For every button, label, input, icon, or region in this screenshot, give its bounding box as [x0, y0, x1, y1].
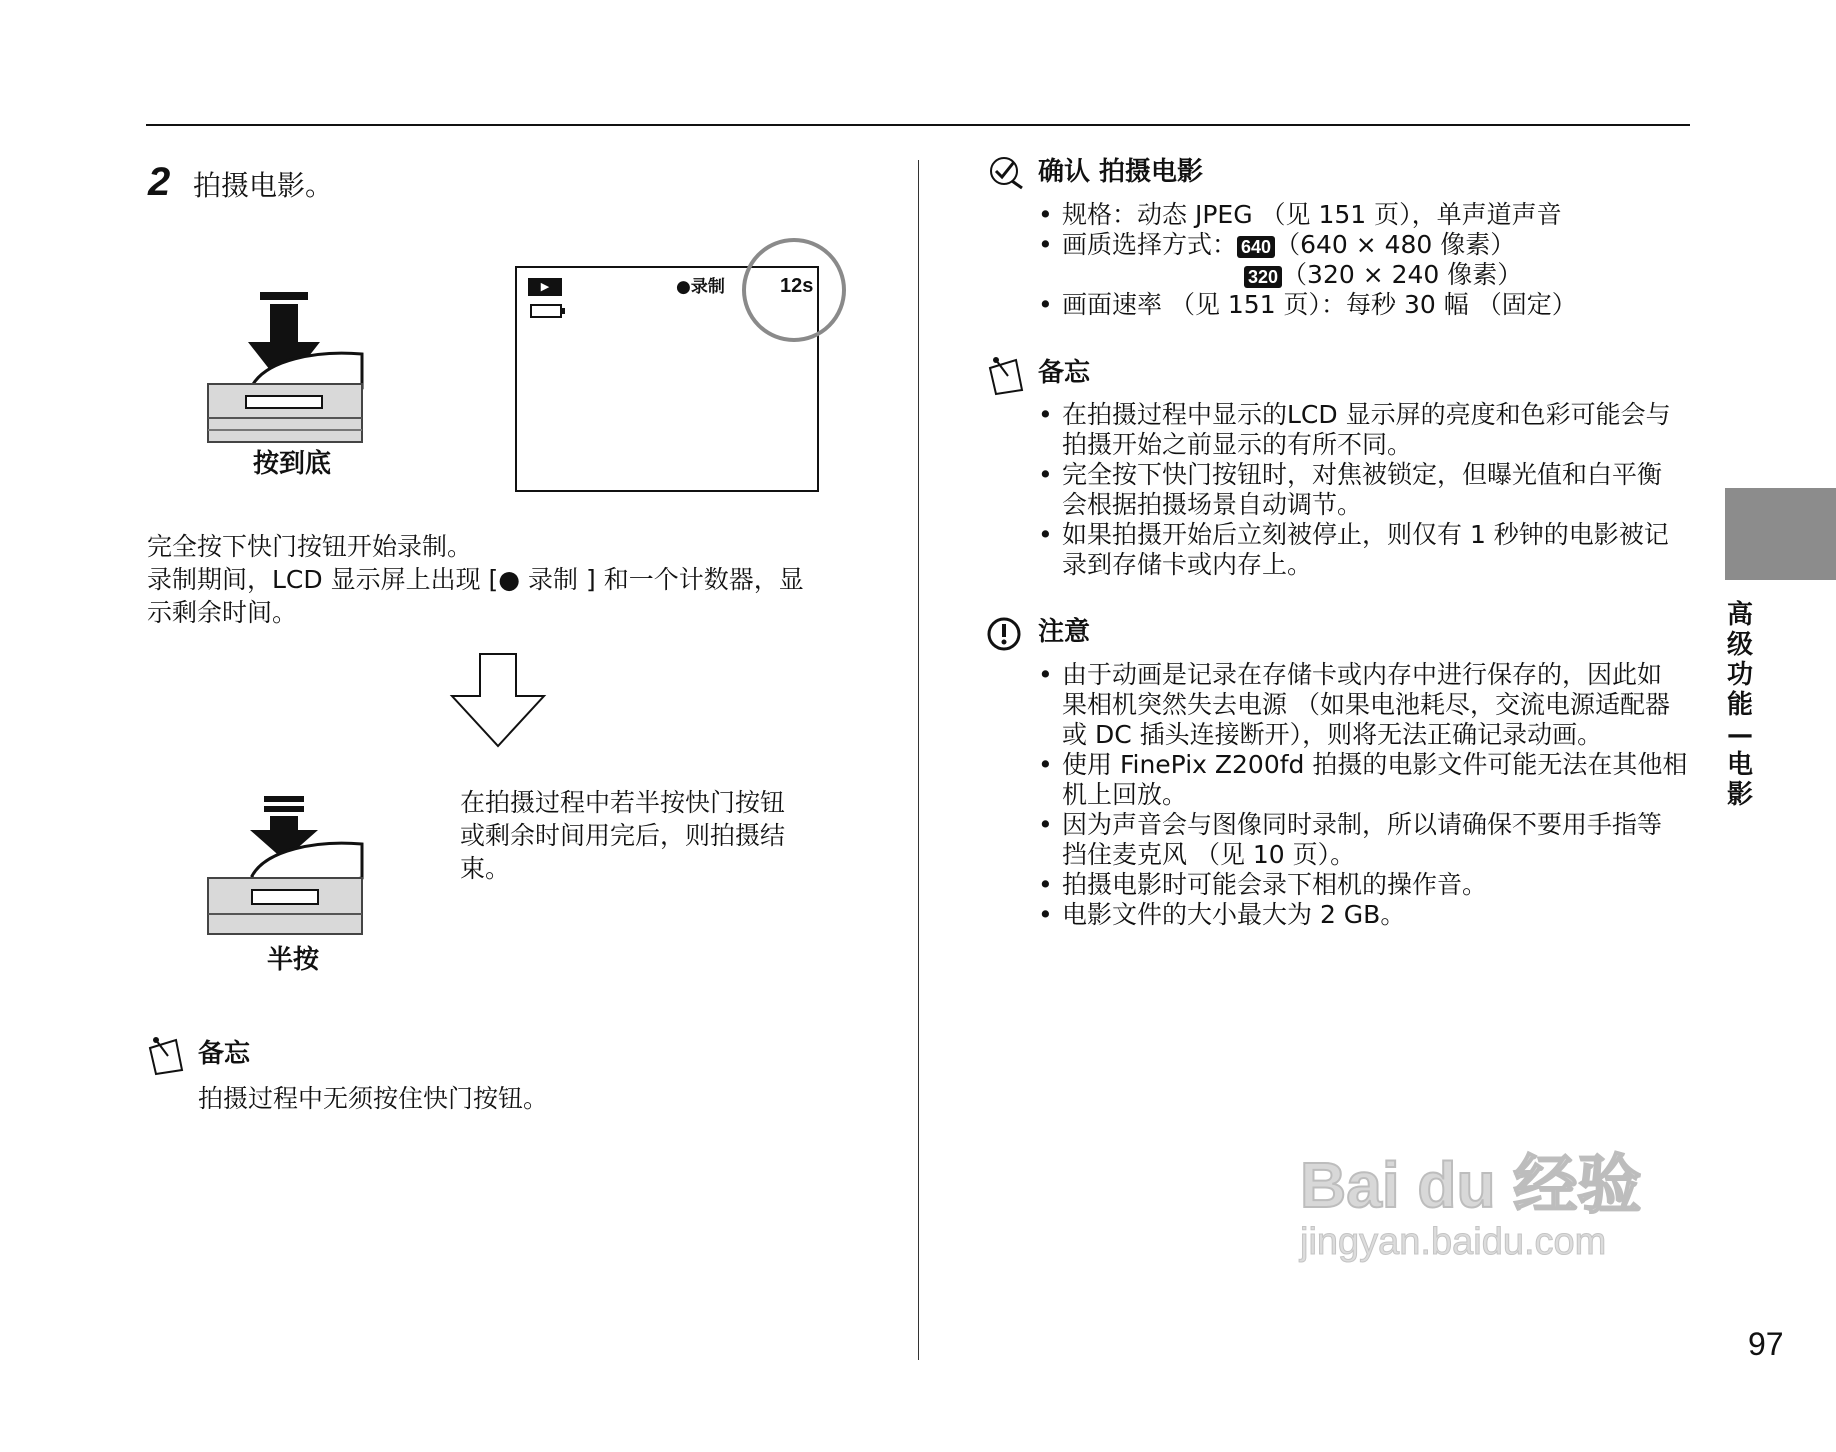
- movie-mode-icon: ▶: [528, 278, 562, 296]
- check-quality: [1038, 230, 1678, 260]
- intro-line-1: 完全按下快门按钮开始录制。: [147, 532, 473, 561]
- memo-icon-right: [986, 356, 1026, 396]
- step-number: 2: [148, 160, 171, 204]
- memo-right-list: [1038, 400, 1698, 580]
- half-press-illustration: [206, 794, 366, 940]
- caution-title: 注意: [1038, 617, 1091, 647]
- memo-item: • 完全按下快门按钮时，对焦被锁定，但曝光值和白平衡 会根据拍摄场景自动调节。: [1038, 460, 1698, 520]
- caution-item: • 使用 FinePix Z200fd 拍摄的电影文件可能无法在其他相 机上回放。: [1038, 750, 1698, 810]
- down-arrow-icon: [448, 652, 548, 750]
- caution-list: [1038, 660, 1698, 930]
- check-list-2: [1038, 290, 1678, 320]
- check-spec: • 规格：动态 JPEG （见 151 页），单声道声音: [1038, 200, 1678, 230]
- stop-text-line-2: 或剩余时间用完后，则拍摄结: [460, 821, 786, 850]
- highlight-circle: [742, 238, 846, 342]
- watermark-url: jingyan.baidu.com: [1300, 1221, 1607, 1263]
- quality-320-row: [1244, 260, 1522, 290]
- memo-item: • 如果拍摄开始后立刻被停止，则仅有 1 秒钟的电影被记 录到存储卡或内存上。: [1038, 520, 1698, 580]
- column-divider: [918, 160, 919, 1360]
- quality-640-badge: 640: [1237, 236, 1275, 258]
- memo-icon: [146, 1036, 186, 1076]
- check-list: [1038, 200, 1678, 260]
- stop-text-line-1: 在拍摄过程中若半按快门按钮: [460, 788, 786, 817]
- full-press-illustration: [206, 290, 366, 450]
- memo-text-left: 拍摄过程中无须按住快门按钮。: [198, 1084, 549, 1113]
- baidu-watermark: [1300, 1150, 1641, 1264]
- stop-text-line-3: 束。: [460, 854, 511, 883]
- watermark-brand: Bai du 经验: [1300, 1149, 1642, 1221]
- battery-icon: [530, 304, 562, 318]
- caution-item: • 拍摄电影时可能会录下相机的操作音。: [1038, 870, 1698, 900]
- check-frame-rate: • 画面速率 （见 151 页）：每秒 30 幅 （固定）: [1038, 290, 1678, 320]
- lcd-recording-indicator: ●录制: [676, 277, 725, 297]
- page-number: 97: [1748, 1326, 1784, 1362]
- caution-icon: [986, 616, 1022, 652]
- chapter-side-label: 高 级 功 能 — 电 影: [1726, 600, 1753, 810]
- full-press-label: 按到底: [253, 449, 332, 479]
- memo-title-right: 备忘: [1038, 358, 1091, 388]
- lcd-remaining-time: 12s: [780, 275, 814, 297]
- caution-item: • 因为声音会与图像同时录制，所以请确保不要用手指等 挡住麦克风 （见 10 页）。: [1038, 810, 1698, 870]
- memo-item: • 在拍摄过程中显示的LCD 显示屏的亮度和色彩可能会与 拍摄开始之前显示的有所不同。: [1038, 400, 1698, 460]
- check-title: 确认 拍摄电影: [1038, 157, 1204, 187]
- caution-item: • 由于动画是记录在存储卡或内存中进行保存的，因此如 果相机突然失去电源 （如果电池耗尽，交流电源适配器 或 DC 插头连接断开），则将无法正确记录动画。: [1038, 660, 1698, 750]
- quality-320-text: （320 × 240 像素）: [1282, 260, 1523, 289]
- intro-line-3: 示剩余时间。: [147, 598, 298, 627]
- intro-line-2: 录制期间，LCD 显示屏上出现 [● 录制 ] 和一个计数器，显: [147, 565, 804, 594]
- top-rule: [146, 124, 1690, 126]
- half-press-label: 半按: [267, 945, 320, 975]
- memo-title-left: 备忘: [198, 1039, 251, 1069]
- check-icon: [986, 156, 1026, 190]
- caution-item: • 电影文件的大小最大为 2 GB。: [1038, 900, 1698, 930]
- quality-label: 画质选择方式：: [1062, 230, 1238, 259]
- quality-640-text: （640 × 480 像素）: [1275, 230, 1516, 259]
- step-title: 拍摄电影。: [193, 169, 334, 202]
- chapter-tab: [1725, 488, 1836, 580]
- quality-320-badge: 320: [1244, 266, 1282, 288]
